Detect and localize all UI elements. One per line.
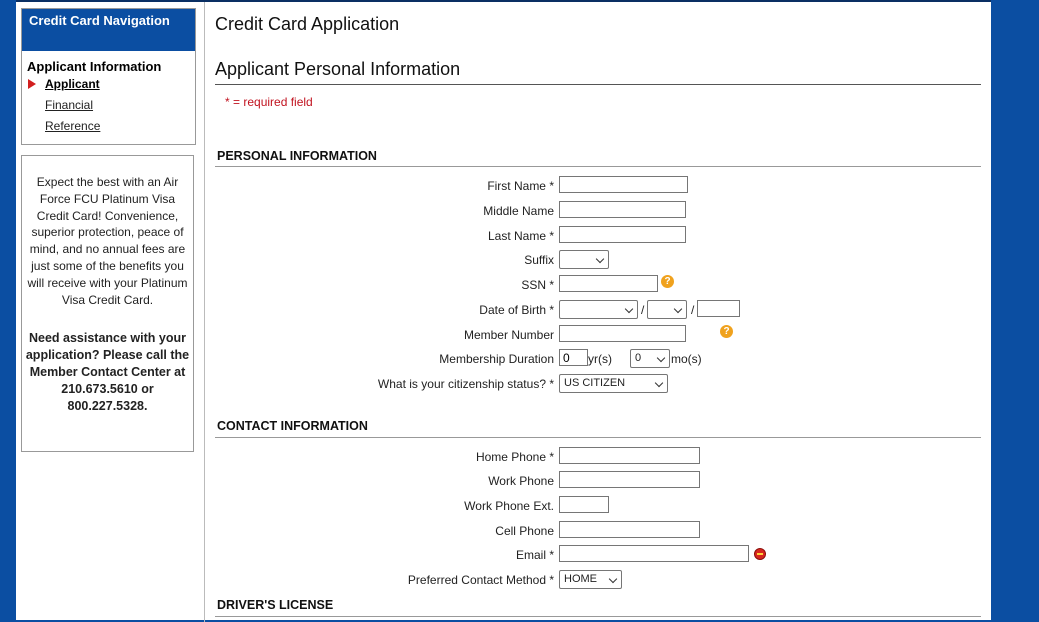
member-number-input[interactable] bbox=[559, 325, 686, 342]
member-number-label: Member Number bbox=[463, 328, 554, 342]
work-phone-label: Work Phone bbox=[488, 474, 554, 488]
suffix-row bbox=[215, 250, 981, 270]
last-name-row bbox=[215, 226, 981, 246]
nav-item-applicant[interactable] bbox=[45, 74, 195, 95]
drivers-license-heading: DRIVER'S LICENSE bbox=[217, 598, 334, 612]
section-title: Applicant Personal Information bbox=[215, 59, 461, 79]
middle-name-label: Middle Name bbox=[483, 204, 554, 218]
ssn-label: SSN * bbox=[521, 278, 554, 292]
first-name-label: First Name * bbox=[487, 179, 554, 193]
membership-duration-label: Membership Duration bbox=[439, 352, 554, 366]
home-phone-row bbox=[215, 447, 981, 467]
title-divider bbox=[215, 84, 981, 85]
promo-text: Expect the best with an Air Force FCU Platinum Visa Credit Card! Convenience, superior protection, peace of mind, and no annual fees are just some of the benefits you will receive with your Platinum Visa Credit Card. bbox=[27, 175, 188, 307]
chevron-down-icon bbox=[657, 354, 665, 362]
dob-year-input[interactable] bbox=[697, 300, 740, 317]
chevron-down-icon bbox=[674, 305, 682, 313]
credit-card-navigation bbox=[21, 8, 196, 145]
dob-day-select[interactable] bbox=[647, 300, 687, 319]
suffix-select[interactable] bbox=[559, 250, 609, 269]
page-title: Credit Card Application bbox=[215, 14, 400, 34]
nav-link-financial[interactable]: Financial bbox=[45, 98, 94, 112]
nav-section-applicant-information: Applicant Information bbox=[27, 59, 162, 74]
work-phone-input[interactable] bbox=[559, 471, 700, 488]
middle-name-row bbox=[215, 201, 981, 221]
membership-years-input[interactable] bbox=[559, 349, 588, 366]
work-phone-ext-label: Work Phone Ext. bbox=[464, 499, 554, 513]
section-divider bbox=[215, 437, 981, 438]
cell-phone-row bbox=[215, 521, 981, 541]
last-name-label: Last Name * bbox=[487, 229, 554, 243]
work-phone-ext-input[interactable] bbox=[559, 496, 609, 513]
email-label: Email * bbox=[515, 548, 554, 562]
middle-name-input[interactable] bbox=[559, 201, 686, 218]
ssn-help-icon[interactable]: ? bbox=[661, 275, 674, 288]
member-number-help-icon[interactable]: ? bbox=[720, 325, 733, 338]
cell-phone-input[interactable] bbox=[559, 521, 700, 538]
preferred-contact-method-row bbox=[215, 570, 981, 590]
chevron-down-icon bbox=[609, 575, 617, 583]
personal-information-heading: PERSONAL INFORMATION bbox=[217, 149, 377, 163]
ssn-row bbox=[215, 275, 981, 295]
chevron-down-icon bbox=[655, 379, 663, 387]
last-name-input[interactable] bbox=[559, 226, 686, 243]
assistance-text: Need assistance with your application? Please call the Member Contact Center at 210.673.5610 or 800.227.5328. bbox=[25, 331, 190, 413]
date-of-birth-row bbox=[215, 300, 981, 320]
column-divider bbox=[204, 2, 205, 622]
preferred-contact-method-value: HOME bbox=[564, 573, 597, 585]
suffix-label: Suffix bbox=[524, 253, 554, 267]
citizenship-select[interactable] bbox=[559, 374, 668, 393]
date-separator: / bbox=[691, 303, 695, 317]
work-phone-ext-row bbox=[215, 496, 981, 516]
chevron-down-icon bbox=[596, 255, 604, 263]
required-field-note: * = required field bbox=[225, 95, 313, 109]
citizenship-row bbox=[215, 374, 981, 394]
home-phone-input[interactable] bbox=[559, 447, 700, 464]
ssn-input[interactable] bbox=[559, 275, 658, 292]
membership-months-value: 0 bbox=[635, 352, 642, 364]
membership-duration-row bbox=[215, 349, 981, 369]
citizenship-label: What is your citizenship status? * bbox=[377, 377, 554, 391]
email-row bbox=[215, 545, 981, 565]
work-phone-row bbox=[215, 471, 981, 491]
date-separator: / bbox=[641, 303, 645, 317]
contact-information-heading: CONTACT INFORMATION bbox=[217, 419, 368, 433]
current-page-arrow-icon bbox=[28, 79, 36, 89]
section-divider bbox=[215, 616, 981, 617]
section-divider bbox=[215, 166, 981, 167]
cell-phone-label: Cell Phone bbox=[495, 524, 554, 538]
chevron-down-icon bbox=[625, 305, 633, 313]
first-name-input[interactable] bbox=[559, 176, 688, 193]
preferred-contact-method-label: Preferred Contact Method * bbox=[407, 573, 554, 587]
years-unit-label: yr(s) bbox=[588, 352, 612, 366]
dob-month-select[interactable] bbox=[559, 300, 638, 319]
months-unit-label: mo(s) bbox=[671, 352, 702, 366]
navigation-header: Credit Card Navigation bbox=[22, 9, 195, 51]
membership-months-select[interactable] bbox=[630, 349, 670, 368]
email-input[interactable] bbox=[559, 545, 749, 562]
page bbox=[16, 0, 991, 620]
member-number-row bbox=[215, 325, 981, 345]
promo-box bbox=[21, 155, 194, 452]
first-name-row bbox=[215, 176, 981, 196]
preferred-contact-method-select[interactable] bbox=[559, 570, 622, 589]
citizenship-value: US CITIZEN bbox=[564, 377, 626, 389]
home-phone-label: Home Phone * bbox=[475, 450, 554, 464]
date-of-birth-label: Date of Birth * bbox=[479, 303, 554, 317]
nav-link-reference[interactable]: Reference bbox=[45, 119, 101, 133]
nav-link-applicant[interactable]: Applicant bbox=[45, 77, 100, 91]
nav-item-financial[interactable] bbox=[45, 95, 195, 116]
email-alert-icon bbox=[754, 548, 766, 560]
nav-item-reference[interactable] bbox=[45, 116, 195, 137]
